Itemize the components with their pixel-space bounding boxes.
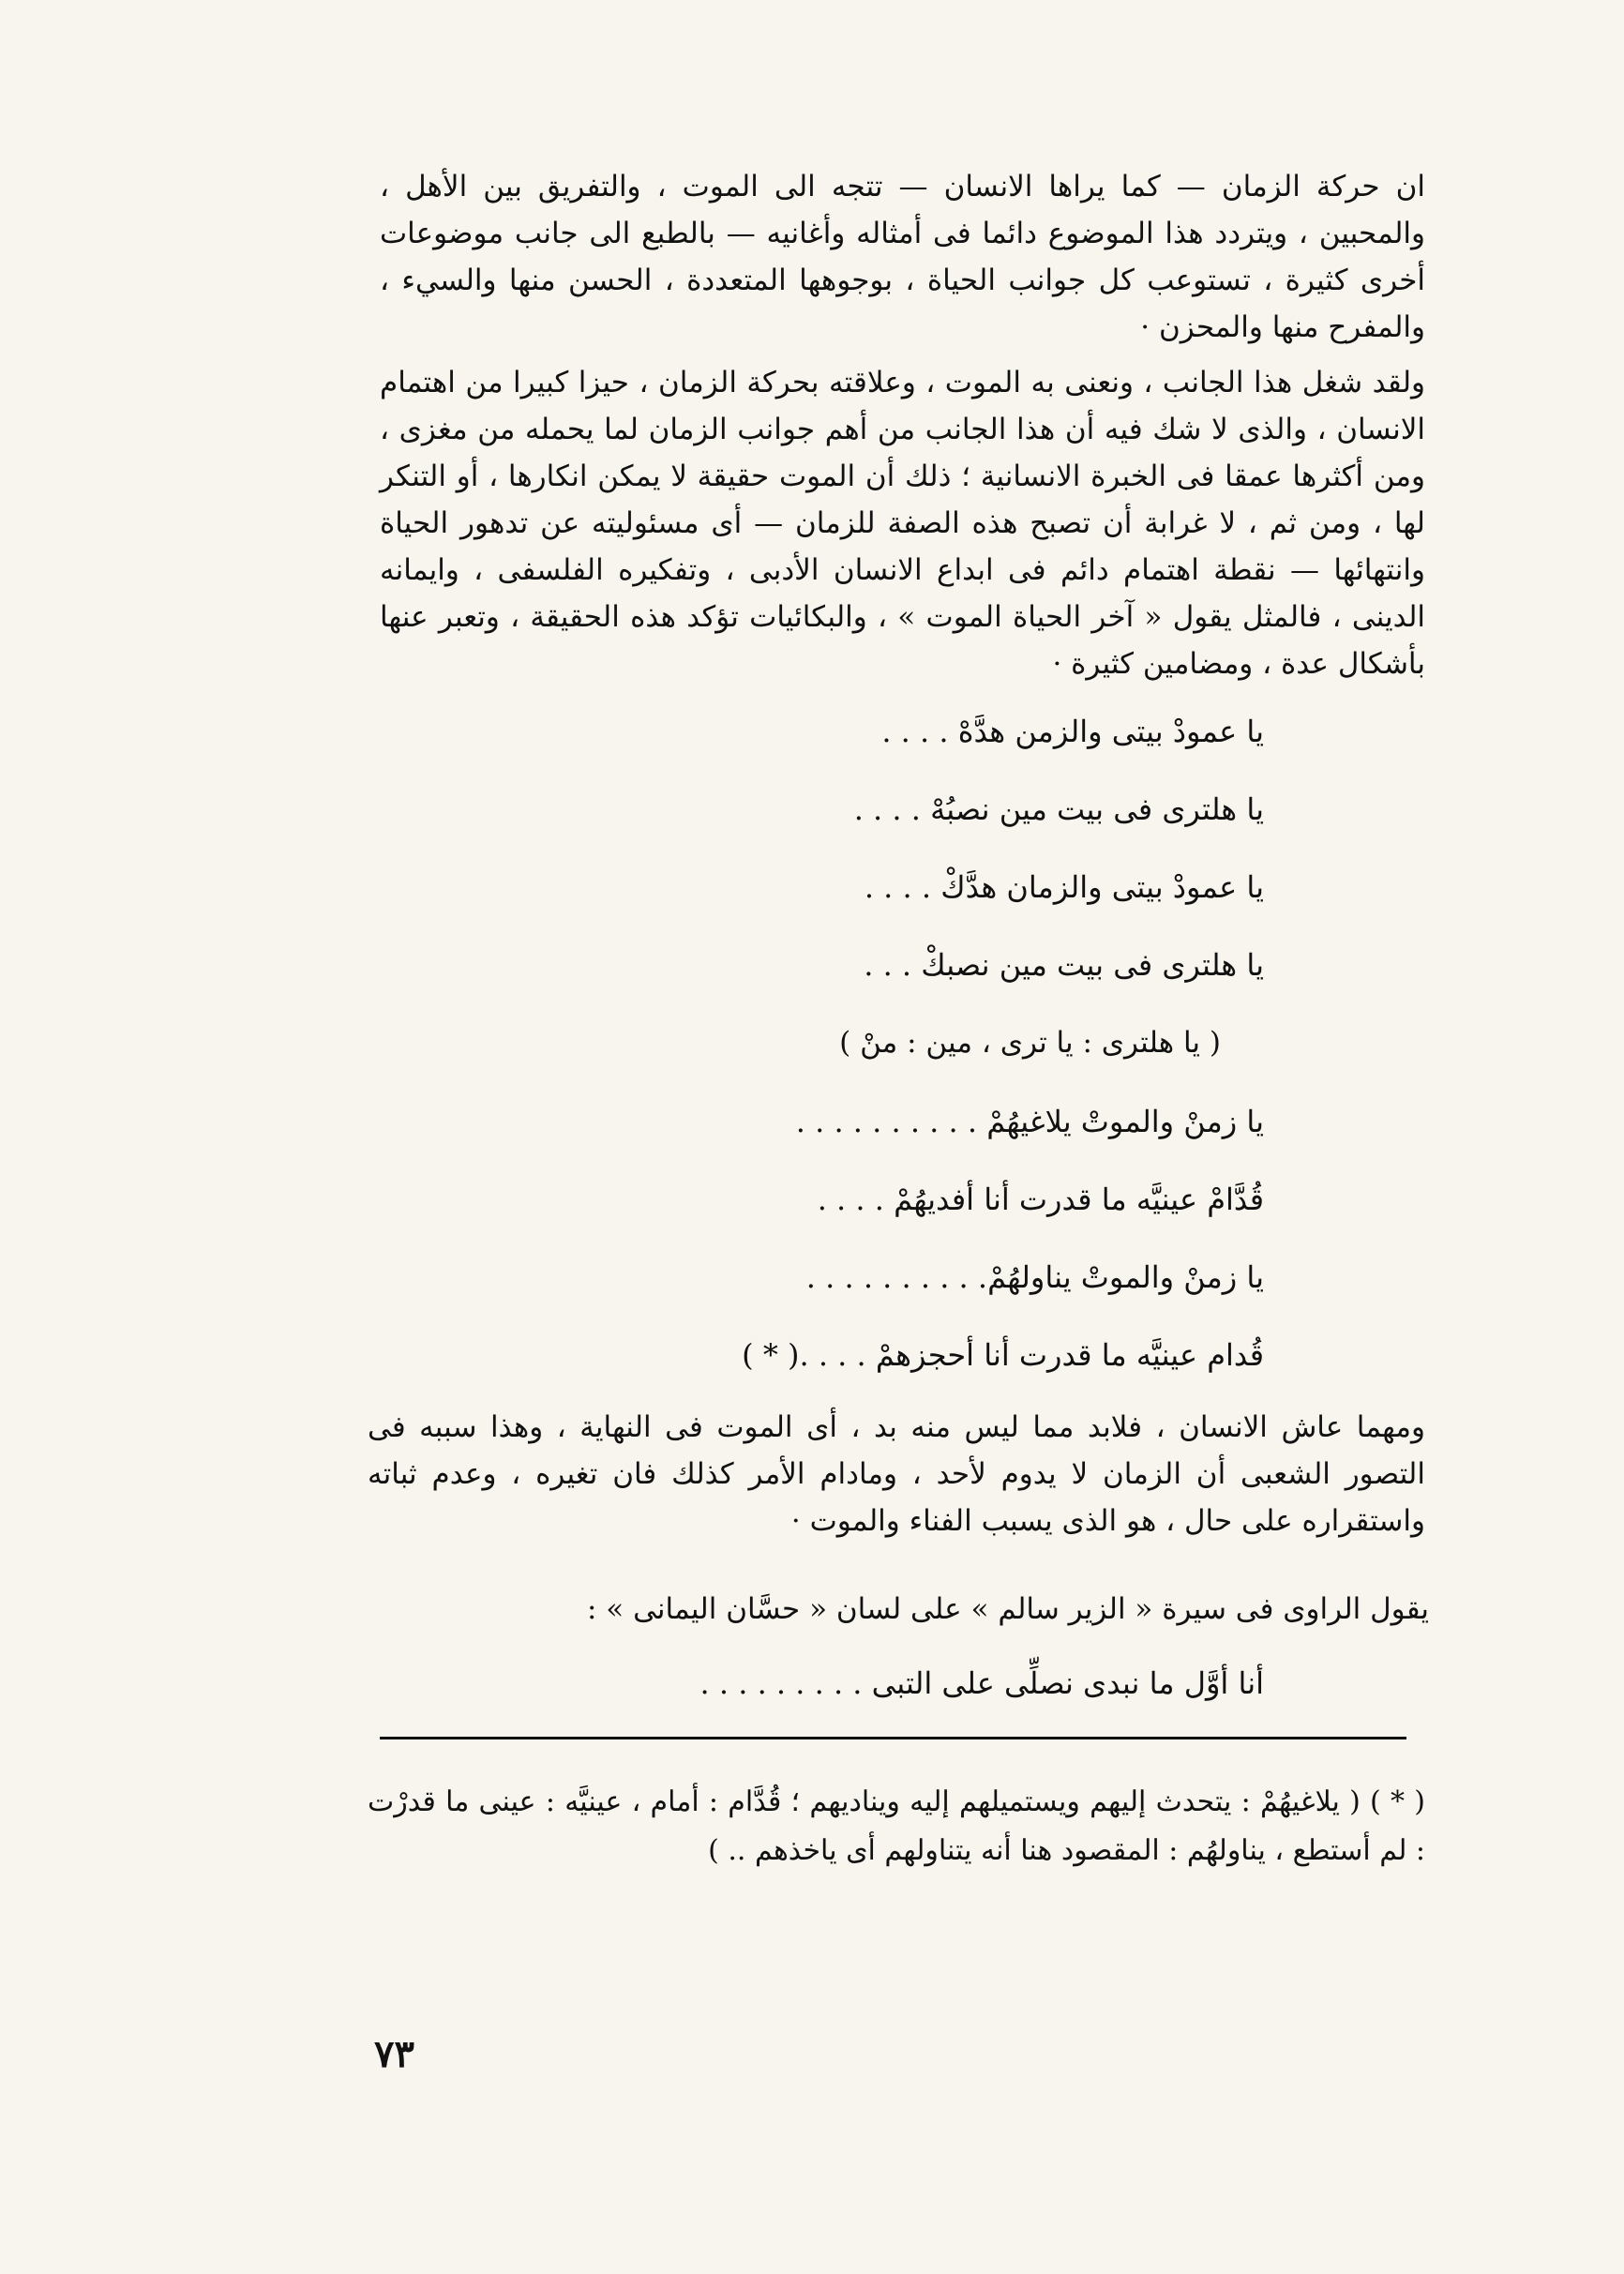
- verse-line-2: يا هلترى فى بيت مين نصبُهْ . . . .: [853, 791, 1264, 827]
- verse-line-9: أنا أوَّل ما نبدى نصلِّى على التبى . . . . . . . . .: [699, 1665, 1264, 1701]
- verse-line-4: يا هلترى فى بيت مين نصبكْ . . .: [864, 947, 1264, 983]
- verse-line-3: يا عمودْ بيتى والزمان هدَّكْ . . . .: [864, 869, 1264, 905]
- page-number: ٧٣: [374, 2032, 414, 2076]
- verse-line-8: قُدام عينيَّه ما قدرت أنا أحجزهمْ . . . .( * ): [742, 1337, 1264, 1373]
- verse-gloss: ( يا هلترى : يا ترى ، مين : منْ ): [839, 1026, 1221, 1060]
- verse-line-7: يا زمنْ والموتْ يناولهُمْ. . . . . . . . . .: [805, 1259, 1264, 1295]
- footnote: ( * ) ( يلاغيهُمْ : يتحدث إليهم ويستميلهم إليه ويناديهم ؛ قُدَّام : أمام ، عينيَّه : عينى ما قدرْت : لم أستطع ، يناولهُم : المقصود هنا أنه يتناولهم أى ياخذهم .. ): [368, 1785, 1425, 1867]
- verse-line-1: يا عمودْ بيتى والزمن هدَّهْ . . . .: [881, 714, 1264, 749]
- quote-intro: يقول الراوى فى سيرة « الزير سالم » على لسان « حسَّان اليمانى » :: [586, 1592, 1429, 1626]
- paragraph-3: ومهما عاش الانسان ، فلابد مما ليس منه بد ، أى الموت فى النهاية ، وهذا سببه فى التصور الشعبى أن الزمان لا يدوم لأحد ، ومادام الأمر كذلك فان تغيره ، وعدم ثباته واستقراره على حال ، هو الذى يسبب الفناء والموت ·: [368, 1410, 1425, 1538]
- verse-line-6: قُدَّامْ عينيَّه ما قدرت أنا أفديهُمْ . . . .: [817, 1182, 1264, 1217]
- footnote-separator: [380, 1737, 1406, 1739]
- paragraph-1: ان حركة الزمان — كما يراها الانسان — تتجه الى الموت ، والتفريق بين الأهل ، والمحبين ، ويتردد هذا الموضوع دائما فى أمثاله وأغانيه — بالطبع الى جانب موضوعات أخرى كثيرة ، تستوعب كل جوانب الحياة ، بوجوهها المتعددة ، الحسن منها والسيء ، والمفرح منها والمحزن ·: [380, 170, 1425, 344]
- verse-line-5: يا زمنْ والموتْ يلاغيهُمْ . . . . . . . . . .: [795, 1104, 1264, 1139]
- paragraph-2: ولقد شغل هذا الجانب ، ونعنى به الموت ، وعلاقته بحركة الزمان ، حيزا كبيرا من اهتمام الانسان ، والذى لا شك فيه أن هذا الجانب من أهم جوانب الزمان لما يحمله من مغزى ، ومن أكثرها عمقا فى الخبرة الانسانية ؛ ذلك أن الموت حقيقة لا يمكن انكارها ، أو التنكر لها ، ومن ثم ، لا غرابة أن تصبح هذه الصفة للزمان — أى مسئوليته عن تدهور الحياة وانتهائها — نقطة اهتمام دائم فى ابداع الانسان الأدبى ، وتفكيره الفلسفى ، وايمانه الدينى ، فالمثل يقول « آخر الحياة الموت » ، والبكائيات تؤكد هذه الحقيقة ، وتعبر عنها بأشكال عدة ، ومضامين كثيرة ·: [380, 366, 1425, 681]
